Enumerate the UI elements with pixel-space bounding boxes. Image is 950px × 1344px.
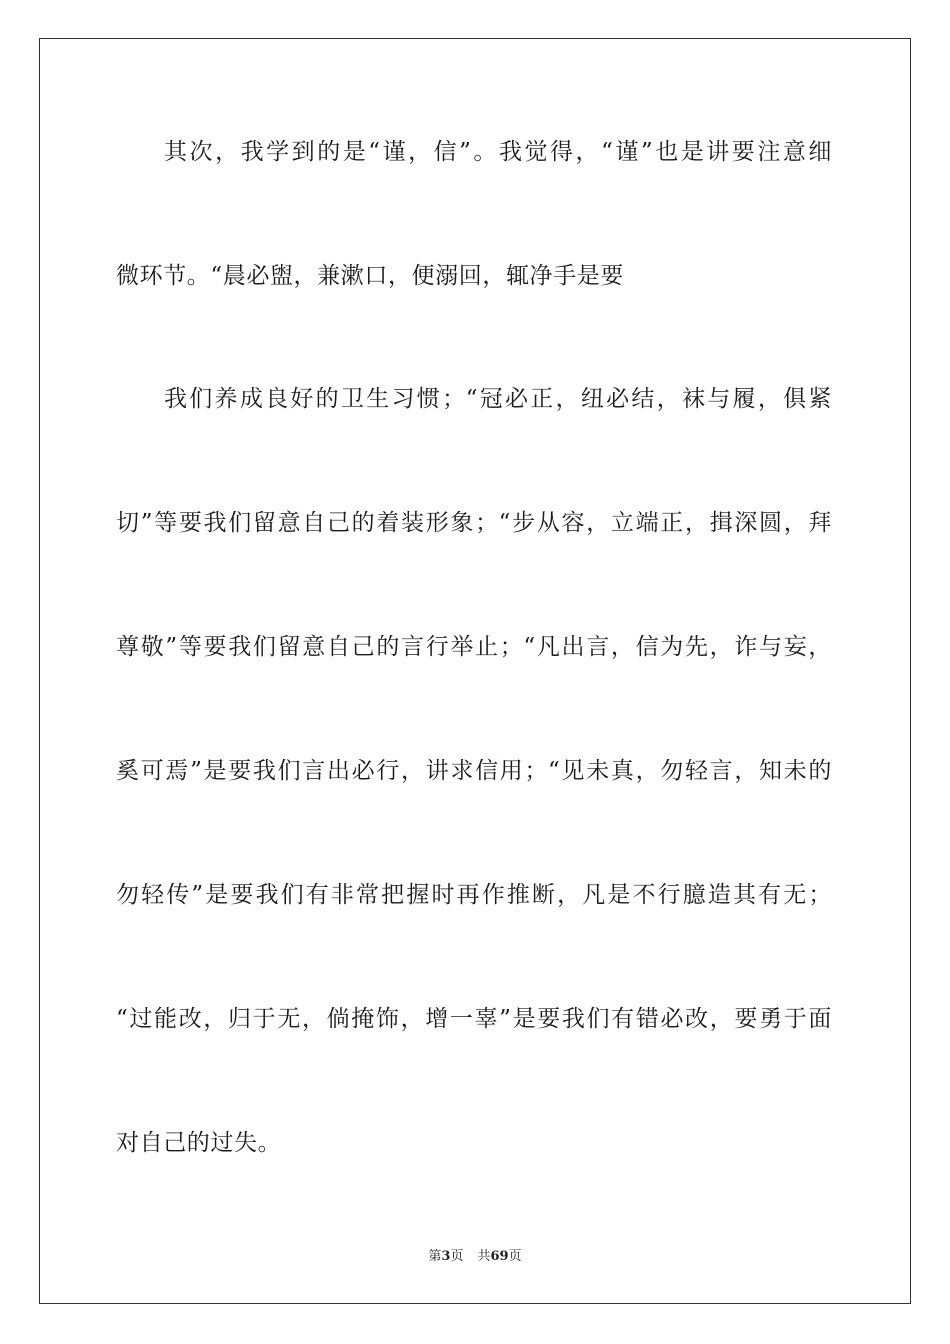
- paragraph-line-7: 勿轻传”是要我们有非常把握时再作推断，凡是不行臆造其有无；: [116, 882, 832, 908]
- page-frame: [39, 38, 911, 1304]
- page-prefix: 第: [428, 1249, 442, 1264]
- page-number: 3: [441, 1249, 451, 1264]
- paragraph-line-4: 切”等要我们留意自己的着装形象；“步从容，立端正，揖深圆，拜: [116, 510, 832, 536]
- paragraph-line-6: 奚可焉”是要我们言出必行，讲求信用；“见未真，勿轻言，知未的: [116, 758, 832, 784]
- total-pages: 69: [490, 1249, 509, 1264]
- page-footer: [0, 1248, 950, 1266]
- paragraph-line-1: 其次，我学到的是“谨，信”。我觉得，“谨”也是讲要注意细: [164, 139, 832, 165]
- paragraph-line-2: 微环节。“晨必盥，兼漱口，便溺回，辄净手是要: [116, 263, 624, 289]
- paragraph-line-8: “过能改，归于无，倘掩饰，增一辜”是要我们有错必改，要勇于面: [116, 1006, 832, 1032]
- total-suffix: 页: [508, 1249, 522, 1264]
- paragraph-line-3: 我们养成良好的卫生习惯；“冠必正，纽必结，袜与履，俱紧: [164, 386, 832, 412]
- paragraph-line-9: 对自己的过失。: [116, 1130, 282, 1156]
- page-suffix: 页: [450, 1249, 464, 1264]
- total-prefix: 共: [477, 1249, 491, 1264]
- paragraph-line-5: 尊敬”等要我们留意自己的言行举止；“凡出言，信为先，诈与妄，: [116, 634, 832, 660]
